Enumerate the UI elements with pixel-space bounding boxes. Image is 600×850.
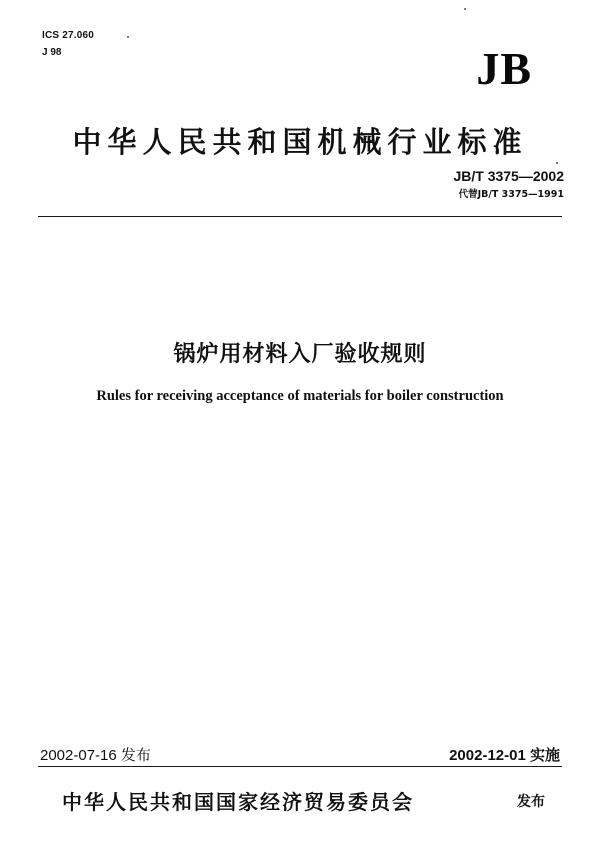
issue-date: 2002-07-16 发布 — [40, 747, 151, 764]
ics-code: ICS 27.060 — [42, 30, 95, 41]
jb-logo: JB — [476, 43, 532, 94]
standard-number: JB/T 3375—2002 — [453, 168, 564, 184]
replaces-standard: 代替JB/T 3375—1991 — [458, 189, 564, 200]
scan-speck — [464, 8, 466, 10]
published-label: 发布 — [517, 794, 545, 810]
scan-speck — [556, 162, 558, 164]
classification-code: J 98 — [42, 47, 62, 58]
publisher-name: 中华人民共和国国家经济贸易委员会 — [62, 790, 414, 814]
standard-category-title: 中华人民共和国机械行业标准 — [72, 125, 528, 159]
footer-divider — [38, 766, 562, 767]
document-title-chinese: 锅炉用材料入厂验收规则 — [173, 342, 427, 367]
header-divider — [38, 216, 562, 217]
document-title-english: Rules for receiving acceptance of materials for boiler construction — [96, 388, 504, 404]
scan-speck — [127, 36, 129, 38]
implementation-date: 2002-12-01 实施 — [449, 747, 560, 764]
